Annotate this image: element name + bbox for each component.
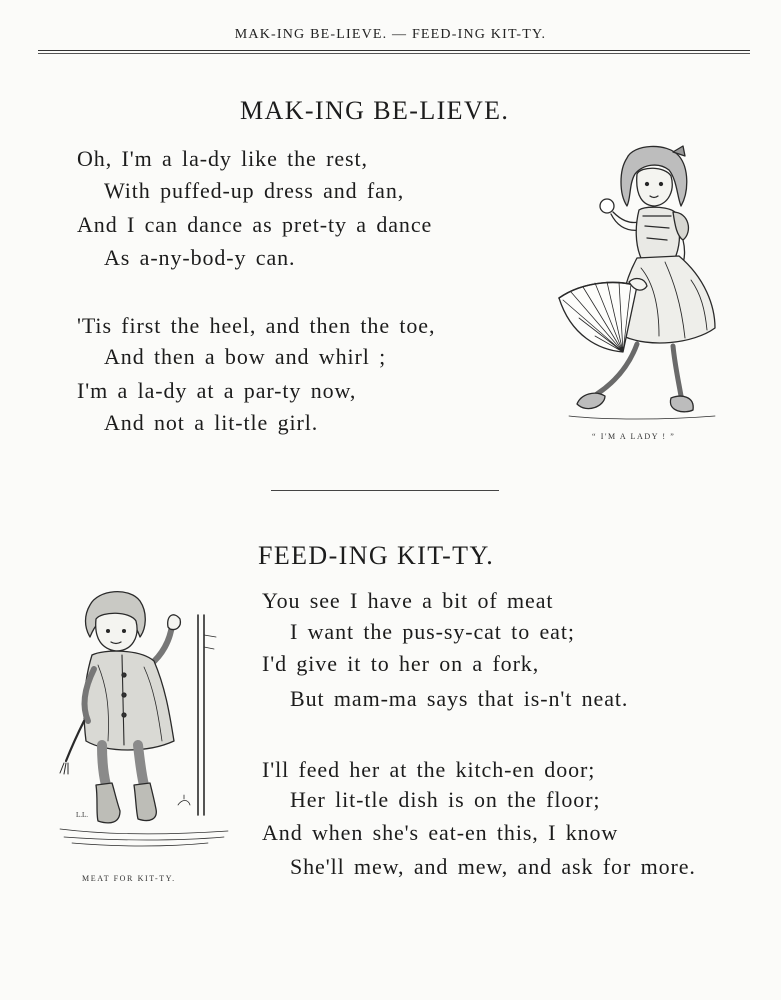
poem2-line-6: Her lit-tle dish is on the floor;	[290, 787, 601, 812]
poem1-line-8: And not a lit-tle girl.	[104, 410, 319, 435]
running-head: MAK-ING BE-LIEVE. — FEED-ING KIT-TY.	[234, 27, 547, 42]
poem1-line-1: Oh, I'm a la-dy like the rest,	[77, 146, 368, 171]
poem2-line-7: And when she's eat-en this, I know	[262, 820, 619, 845]
poem2-caption: MEAT FOR KIT-TY.	[82, 874, 176, 883]
poem2-line-5: I'll feed her at the kitch-en door;	[262, 757, 596, 782]
poem1-line-2: With puffed-up dress and fan,	[104, 178, 405, 203]
child-with-fork-illustration	[58, 585, 248, 860]
header-rule-double	[38, 53, 750, 54]
poem1-line-6: And then a bow and whirl ;	[104, 344, 387, 369]
poem2-line-4: But mam-ma says that is-n't neat.	[290, 686, 629, 711]
poem1-line-7: I'm a la-dy at a par-ty now,	[77, 378, 357, 403]
girl-with-fan-illustration	[555, 140, 725, 425]
poem2-line-3: I'd give it to her on a fork,	[262, 651, 540, 676]
poem2-title: FEED-ING KIT-TY.	[258, 541, 495, 570]
header-rule	[38, 50, 750, 51]
poem1-line-5: 'Tis first the heel, and then the toe,	[77, 313, 436, 338]
poem1-title: MAK-ING BE-LIEVE.	[240, 96, 510, 125]
poem2-line-1: You see I have a bit of meat	[262, 588, 554, 613]
section-divider	[271, 490, 499, 491]
poem2-line-8: She'll mew, and mew, and ask for more.	[290, 854, 696, 879]
poem1-caption: “ I'M A LADY ! ”	[592, 432, 676, 441]
poem1-line-3: And I can dance as pret-ty a dance	[77, 212, 433, 237]
poem2-signature: L.L.	[76, 811, 89, 819]
poem1-line-4: As a-ny-bod-y can.	[104, 245, 296, 270]
poem2-line-2: I want the pus-sy-cat to eat;	[290, 619, 575, 644]
